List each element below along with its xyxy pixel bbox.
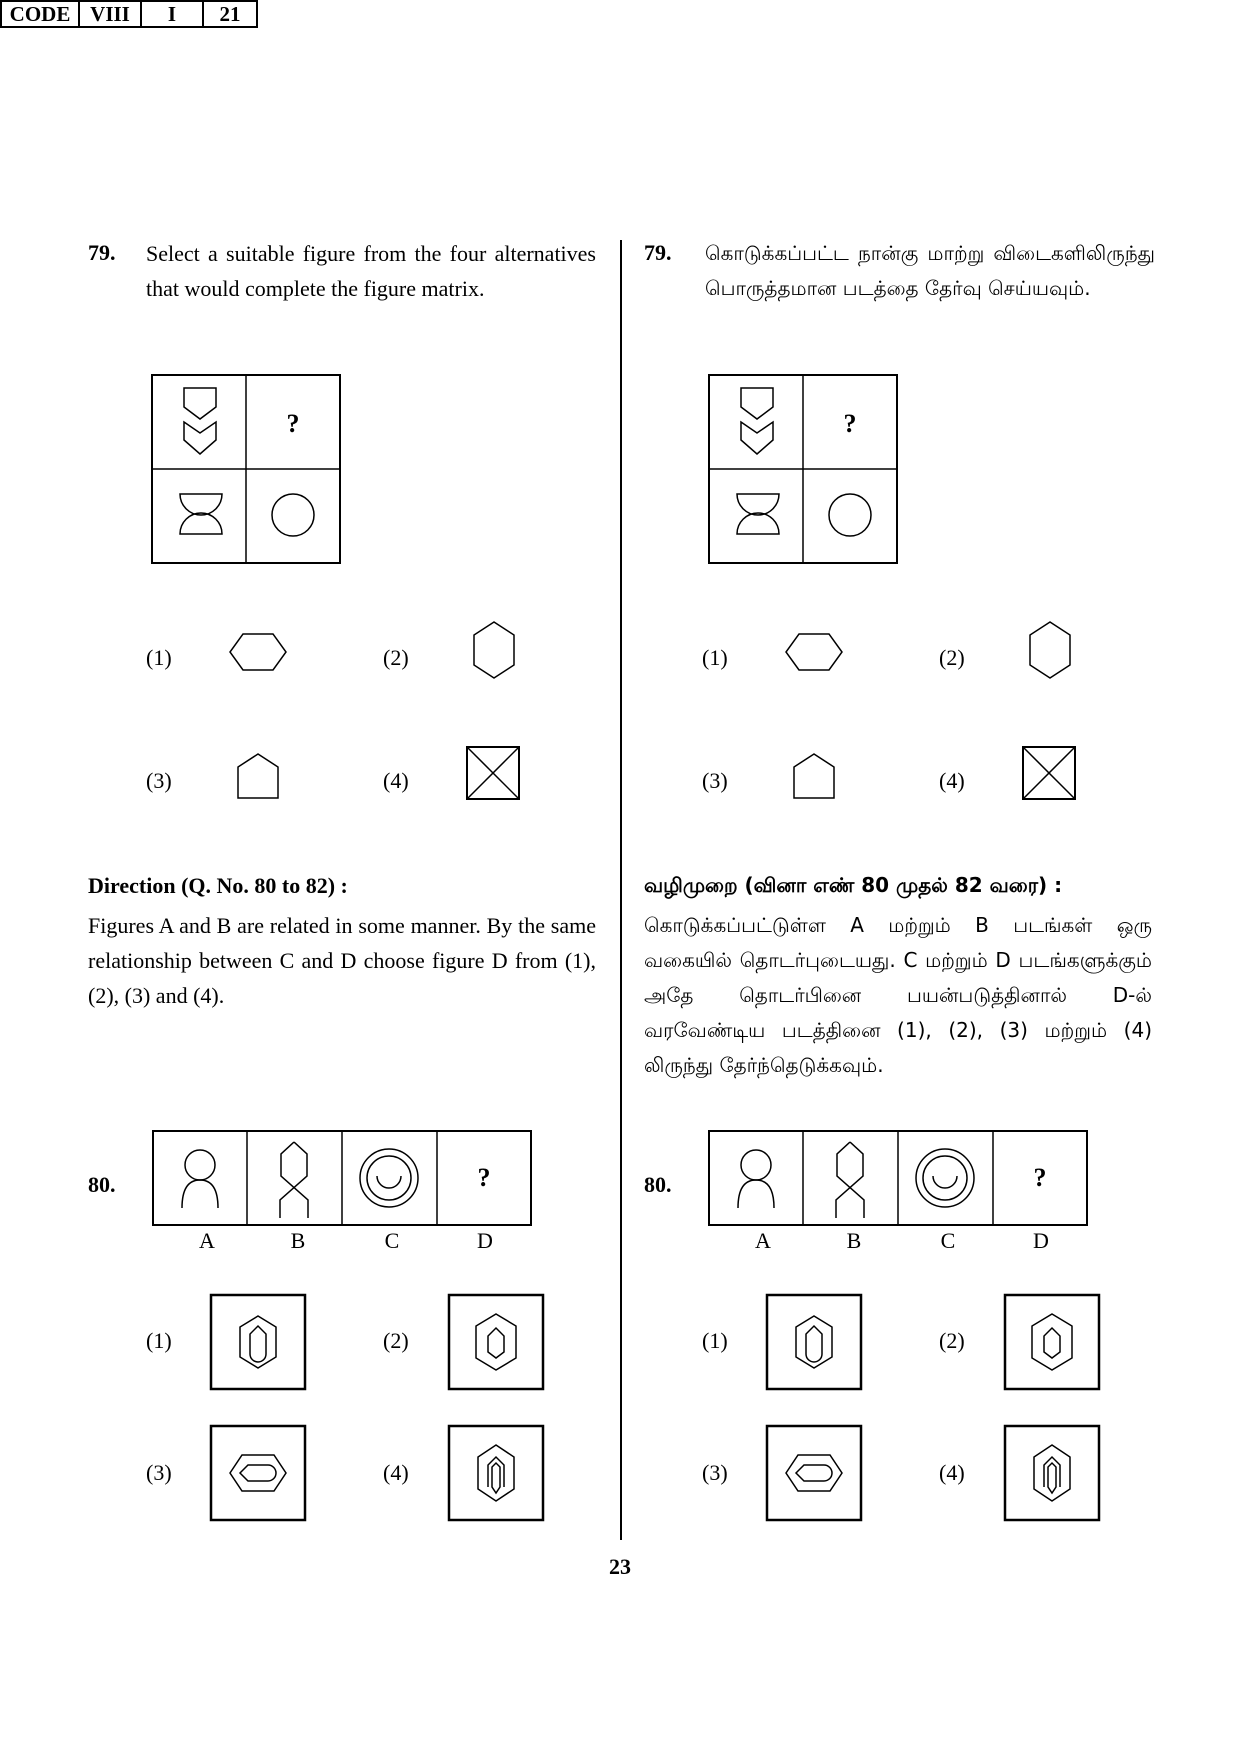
option-4-figure-en[interactable]: [448, 1425, 544, 1521]
strip-question-mark: ?: [477, 1163, 491, 1192]
hexagon-horizontal-icon[interactable]: [228, 632, 288, 672]
hexagon-horizontal-icon[interactable]: [784, 632, 844, 672]
q80-opt2-label-ta: (2): [939, 1328, 965, 1353]
hexagon-horizontal-arch-icon: [230, 1455, 286, 1491]
option-3-figure-en[interactable]: [210, 1425, 306, 1521]
matrix-question-mark: ?: [843, 409, 857, 438]
half-disc-icon: [180, 494, 222, 534]
label-c-en: C: [384, 1228, 400, 1253]
q79-opt3-label-ta: (3): [702, 768, 728, 793]
half-disc-icon: [737, 494, 779, 534]
column-divider: [620, 240, 622, 1540]
direction-text-en: Figures A and B are related in some manner. By the same relationship between C and D choose figure D from (1), (2), (3) and (4).: [88, 913, 596, 1008]
q80-opt2-label-en: (2): [383, 1328, 409, 1353]
q79-number-en: 79.: [88, 240, 116, 265]
label-b-en: B: [290, 1228, 306, 1253]
label-a-en: A: [199, 1228, 215, 1253]
hexagon-arch-icon: [478, 1445, 514, 1501]
code-box: [0, 0, 258, 28]
option-1-figure-en[interactable]: [210, 1294, 306, 1390]
hexagon-horizontal-arch-icon: [786, 1455, 842, 1491]
option-2-figure-ta[interactable]: [1004, 1294, 1100, 1390]
direction-heading-ta: வழிமுறை (வினா எண் 80 முதல் 82 வரை) :: [644, 873, 1063, 897]
direction-text-ta: கொடுக்கப்பட்டுள்ள A மற்றும் B படங்கள் ஒரு வகையில் தொடர்புடையது. C மற்றும் D படங்களுக்கும் அதே தொடர்பினை பயன்படுத்தினால் D-ல் வரவேண்டிய படத்தினை (1), (2), (3) மற்றும் (4) லிருந்து தேர்ந்தெடுக்கவும்.: [644, 913, 1152, 1077]
q79-opt2-label-ta: (2): [939, 645, 965, 670]
circle-icon: [829, 494, 871, 536]
crossed-square-icon[interactable]: [466, 746, 522, 802]
q80-opt3-label-en: (3): [146, 1460, 172, 1485]
label-d-ta: D: [1033, 1228, 1049, 1253]
hexagon-arch-icon: [796, 1316, 832, 1368]
q79-matrix-ta: [708, 374, 898, 564]
circle-icon: [272, 494, 314, 536]
code-class: VIII: [80, 2, 142, 26]
option-3-figure-ta[interactable]: [766, 1425, 862, 1521]
hexagon-arch-icon: [1034, 1445, 1070, 1501]
code-label: CODE: [2, 2, 80, 26]
pentagon-house-icon[interactable]: [792, 752, 836, 800]
code-number: 21: [219, 1, 241, 26]
person-icon: [738, 1150, 774, 1208]
person-icon: [182, 1150, 218, 1208]
smile-circle-icon: [916, 1149, 974, 1207]
label-d-en: D: [477, 1228, 493, 1253]
q79-opt1-label-en: (1): [146, 645, 172, 670]
q79-number-ta: 79.: [644, 240, 672, 265]
q79-opt2-label-en: (2): [383, 645, 409, 670]
option-1-figure-ta[interactable]: [766, 1294, 862, 1390]
q80-strip-ta: [708, 1130, 1088, 1226]
q79-opt4-label-en: (4): [383, 768, 409, 793]
hexagon-arch-icon: [240, 1316, 276, 1368]
q79-opt3-label-en: (3): [146, 768, 172, 793]
q79-text-en: Select a suitable figure from the four alternatives that would complete the figure matrix.: [146, 241, 596, 301]
q80-opt4-label-ta: (4): [939, 1460, 965, 1485]
shield-icon: [741, 388, 773, 454]
hexagon-vertical-icon[interactable]: [472, 620, 516, 680]
hexagon-arch-icon: [476, 1314, 516, 1370]
label-a-ta: A: [755, 1228, 771, 1253]
q80-opt4-label-en: (4): [383, 1460, 409, 1485]
q80-number-ta: 80.: [644, 1172, 672, 1197]
matrix-question-mark: ?: [286, 409, 300, 438]
q80-opt1-label-en: (1): [146, 1328, 172, 1353]
option-4-figure-ta[interactable]: [1004, 1425, 1100, 1521]
q80-opt1-label-ta: (1): [702, 1328, 728, 1353]
twisted-hexagon-icon: [836, 1142, 864, 1218]
hexagon-vertical-icon[interactable]: [1028, 620, 1072, 680]
q79-opt1-label-ta: (1): [702, 645, 728, 670]
label-b-ta: B: [846, 1228, 862, 1253]
shield-icon: [184, 388, 216, 454]
q80-opt3-label-ta: (3): [702, 1460, 728, 1485]
smile-circle-icon: [360, 1149, 418, 1207]
option-2-figure-en[interactable]: [448, 1294, 544, 1390]
q79-opt4-label-ta: (4): [939, 768, 965, 793]
page-number: 23: [609, 1554, 631, 1579]
crossed-square-icon[interactable]: [1022, 746, 1078, 802]
q79-matrix-en: [151, 374, 341, 564]
twisted-hexagon-icon: [280, 1142, 308, 1218]
strip-question-mark: ?: [1033, 1163, 1047, 1192]
q80-strip-en: [152, 1130, 532, 1226]
code-series: I: [142, 2, 204, 26]
q79-text-ta: கொடுக்கப்பட்ட நான்கு மாற்று விடைகளிலிருந்து பொருத்தமான படத்தை தேர்வு செய்யவும்.: [705, 241, 1155, 300]
label-c-ta: C: [940, 1228, 956, 1253]
pentagon-house-icon[interactable]: [236, 752, 280, 800]
hexagon-arch-icon: [1032, 1314, 1072, 1370]
direction-heading-en: Direction (Q. No. 80 to 82) :: [88, 873, 348, 898]
q80-number-en: 80.: [88, 1172, 116, 1197]
